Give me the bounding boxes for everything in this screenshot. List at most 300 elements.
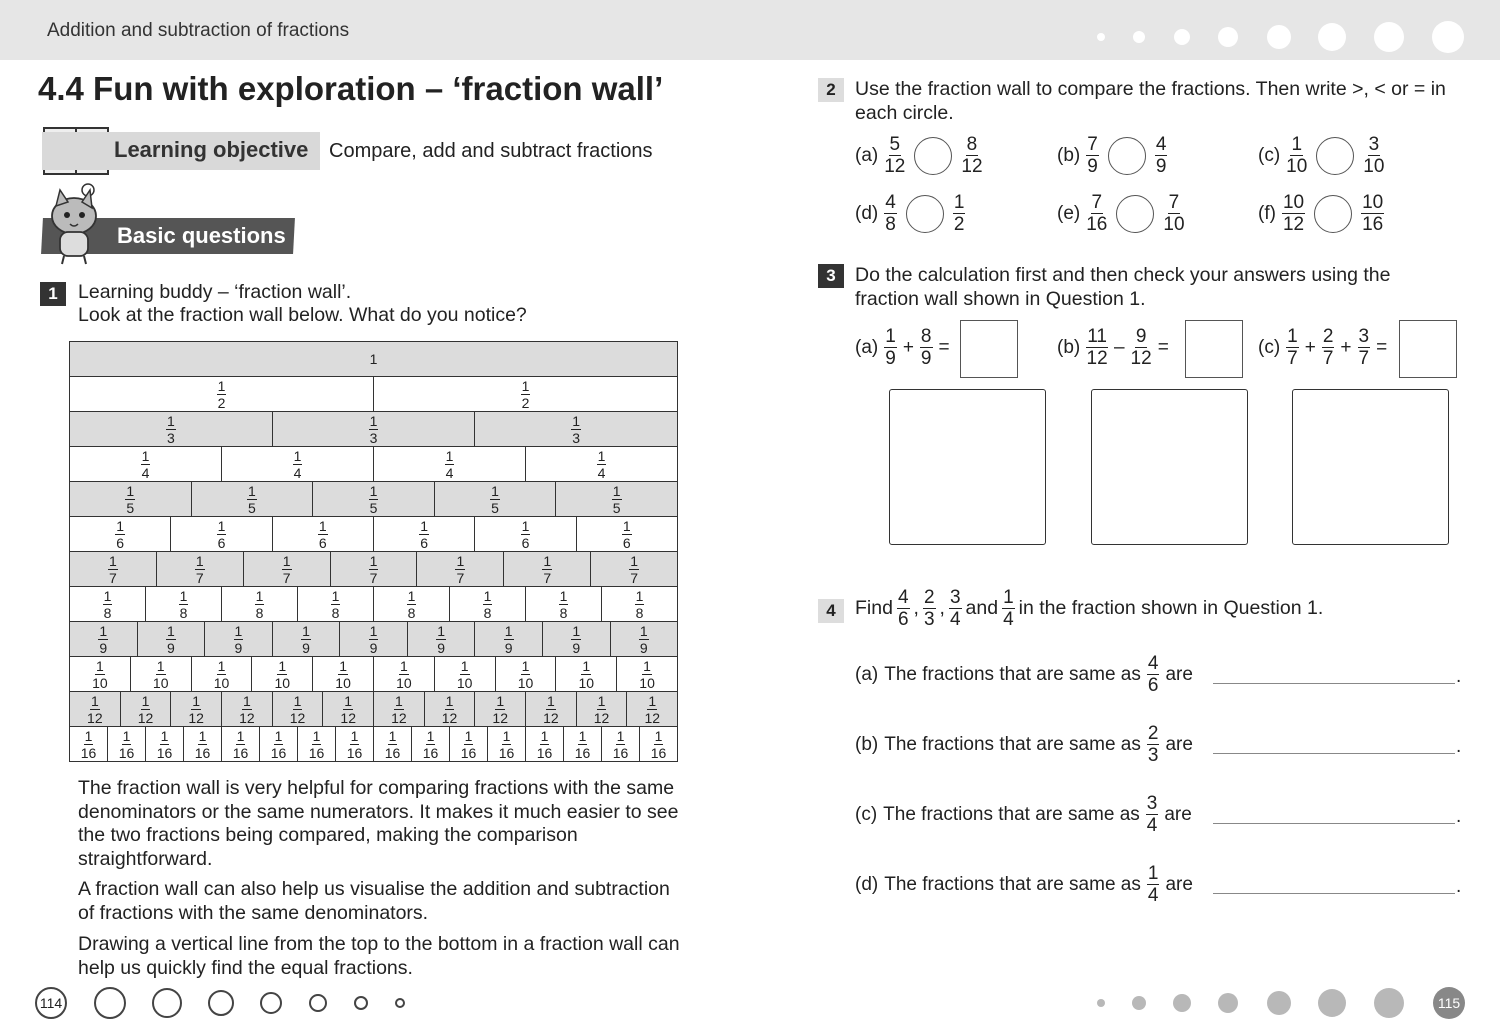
- fraction-wall-fraction: [571, 624, 581, 655]
- header-dot: [1218, 27, 1238, 47]
- fraction-wall-denominator: 12: [239, 709, 255, 726]
- fraction-wall-denominator: 10: [517, 674, 534, 691]
- fraction-wall-denominator: 6: [116, 534, 125, 551]
- fraction-wall-cell: [556, 482, 677, 516]
- fraction-wall-cell: [611, 622, 678, 656]
- fraction-wall-fraction: [369, 624, 379, 655]
- fraction-wall-denominator: 3: [572, 429, 581, 446]
- fraction-wall-numerator: 1: [99, 622, 108, 639]
- fraction-wall-cell: [146, 727, 184, 761]
- question-4-item-fraction: [1146, 794, 1159, 835]
- fraction-wall-denominator: 8: [331, 604, 340, 621]
- comparison-circle[interactable]: [1108, 137, 1146, 175]
- question-2-fraction-b: [1155, 135, 1168, 176]
- fraction-wall-numerator: 1: [502, 727, 511, 744]
- fraction-wall-fraction: [612, 484, 622, 515]
- question-4-period: .: [1456, 736, 1462, 757]
- fraction-wall-fraction: [179, 589, 189, 620]
- fraction-wall-fraction: [629, 554, 639, 585]
- fraction-wall-fraction: [457, 659, 473, 690]
- fraction-wall-cell: [273, 622, 341, 656]
- footer-outline-dot: [152, 988, 182, 1018]
- fraction-wall-denominator: 9: [302, 639, 310, 656]
- question-3a-working-box[interactable]: [889, 389, 1046, 545]
- fraction-wall-numerator: 1: [192, 692, 201, 709]
- fraction-wall-fraction: [108, 554, 118, 585]
- question-4-item-fraction: [1147, 724, 1160, 765]
- question-2-item: [855, 135, 983, 176]
- question-4-item-text: The fractions that are same as: [883, 803, 1140, 825]
- fraction-wall-numerator: 1: [559, 587, 568, 604]
- fraction-wall-denominator: 12: [391, 709, 407, 726]
- question-2-fraction-a-numerator: 7: [1091, 192, 1103, 213]
- fraction-wall-numerator: 1: [344, 692, 353, 709]
- fraction-wall-numerator: 1: [643, 657, 651, 674]
- question-2-fraction-a-denominator: 16: [1086, 214, 1108, 235]
- question-4-item-label: (b): [855, 733, 879, 755]
- question-4-answer-line[interactable]: [1213, 893, 1455, 894]
- fraction-wall-denominator: 8: [483, 604, 492, 621]
- fraction-wall-cell: [171, 692, 222, 726]
- fraction-wall-numerator: 1: [274, 727, 283, 744]
- fraction-wall-fraction: [542, 554, 552, 585]
- fraction-wall-numerator: 1: [648, 692, 657, 709]
- question-3b-label: (b): [1057, 336, 1081, 358]
- fraction-wall-cell: [475, 692, 526, 726]
- fraction-wall-cell: [602, 727, 640, 761]
- fraction-wall-denominator: 12: [492, 709, 508, 726]
- fraction-wall-fraction: [141, 449, 151, 480]
- fraction-wall-row-3: [70, 412, 677, 447]
- fraction-wall-fraction: [597, 449, 607, 480]
- comparison-circle[interactable]: [1316, 137, 1354, 175]
- fraction-wall-numerator: 1: [572, 622, 581, 639]
- fraction-wall-denominator: 9: [166, 639, 175, 656]
- fraction-wall-denominator: 9: [234, 639, 243, 656]
- question-3c-operator-1: +: [1304, 336, 1316, 358]
- fraction-wall-cell: [475, 622, 543, 656]
- question-4-answer-line[interactable]: [1213, 683, 1455, 684]
- fraction-wall-denominator: 4: [445, 464, 454, 481]
- fraction-wall-fraction: [293, 449, 303, 480]
- fraction-wall-numerator: 1: [635, 587, 644, 604]
- fraction-wall-fraction: [119, 729, 135, 760]
- fraction-wall-denominator: 10: [274, 674, 291, 691]
- fraction-wall-cell: [640, 727, 677, 761]
- fraction-wall-cell: [298, 587, 374, 621]
- fraction-wall-numerator: 1: [103, 587, 112, 604]
- fraction-wall-numerator: 1: [491, 482, 499, 499]
- fraction-wall-fraction: [195, 554, 205, 585]
- fraction-wall-cell: [450, 727, 488, 761]
- fraction-wall-numerator: 1: [126, 482, 135, 499]
- question-4-item-fraction: [1147, 864, 1160, 905]
- fraction-wall-numerator: 1: [445, 692, 454, 709]
- fraction-wall-fraction: [571, 414, 581, 445]
- fraction-wall-fraction: [166, 624, 176, 655]
- fraction-wall-denominator: 5: [126, 499, 135, 516]
- question-4-item-text: The fractions that are same as: [884, 873, 1141, 895]
- fraction-wall-cell: [374, 517, 475, 551]
- question-3c-answer-box[interactable]: [1399, 320, 1457, 378]
- fraction-wall-numerator: 1: [331, 587, 340, 604]
- fraction-wall-denominator: 10: [213, 674, 230, 691]
- fraction-wall-fraction: [247, 484, 257, 515]
- fraction-wall-numerator: 1: [622, 517, 631, 534]
- fraction-wall-denominator: 16: [308, 744, 325, 761]
- fraction-wall-fraction: [98, 624, 108, 655]
- fraction-wall-cell: [526, 727, 564, 761]
- fraction-wall-numerator: 1: [437, 622, 445, 639]
- fraction-wall-numerator: 1: [496, 692, 505, 709]
- fraction-wall-numerator: 1: [198, 727, 207, 744]
- question-3b-equals: =: [1157, 336, 1169, 358]
- lesson-title: 4.4 Fun with exploration – ‘fraction wall’: [38, 70, 664, 107]
- question-4-item: [855, 864, 1193, 905]
- fraction-wall-fraction: [639, 659, 655, 690]
- question-3c-equals: =: [1376, 336, 1388, 358]
- fraction-wall-cell: [526, 692, 577, 726]
- fraction-wall-fraction: [369, 414, 379, 445]
- fraction-wall-numerator: 1: [388, 727, 397, 744]
- question-4-pre: Find: [855, 597, 893, 619]
- fraction-wall-cell: [450, 587, 526, 621]
- question-4-item-label: (c): [855, 803, 878, 825]
- footer-outline-dot: [309, 994, 327, 1012]
- chapter-title: Addition and subtraction of fractions: [47, 20, 350, 41]
- fraction-wall-fraction: [461, 729, 477, 760]
- fraction-wall-cell: [374, 377, 677, 411]
- fraction-wall-numerator: 1: [407, 587, 416, 604]
- page-number-right: 115: [1433, 987, 1465, 1019]
- fraction-wall-cell: [526, 587, 602, 621]
- fraction-wall-cell: [70, 587, 146, 621]
- fraction-wall-numerator: 1: [420, 517, 429, 534]
- footer-filled-dot: [1374, 988, 1404, 1018]
- fraction-wall-numerator: 1: [90, 692, 99, 709]
- question-3c-operator-2: +: [1340, 336, 1352, 358]
- fraction-wall-fraction: [613, 729, 629, 760]
- footer-outline-dot: [94, 987, 126, 1019]
- fraction-wall-cell: [205, 622, 273, 656]
- fraction-wall-numerator: 1: [166, 622, 175, 639]
- fraction-wall-fraction: [578, 659, 594, 690]
- fraction-wall-cell: [146, 587, 222, 621]
- comparison-circle[interactable]: [906, 195, 944, 233]
- fraction-wall-row-12: [70, 692, 677, 727]
- fraction-wall-fraction: [423, 729, 439, 760]
- comparison-circle[interactable]: [1314, 195, 1352, 233]
- fraction-wall-numerator: 1: [255, 587, 264, 604]
- fraction-wall-denominator: 5: [247, 499, 256, 516]
- question-2-item: [1057, 193, 1185, 234]
- fraction-wall-numerator: 1: [141, 447, 150, 464]
- fraction-wall-cell: [244, 552, 331, 586]
- fraction-wall-cell: [313, 482, 435, 516]
- question-2-fraction-a-denominator: 12: [1282, 214, 1305, 235]
- question-4-number: 4: [818, 599, 844, 623]
- question-4-comma-1: ,: [913, 597, 919, 619]
- question-4-item-label: (a): [855, 663, 879, 685]
- fraction-wall-cell: [70, 517, 171, 551]
- fraction-wall-denominator: 16: [460, 744, 477, 761]
- question-1-number: 1: [40, 282, 66, 306]
- question-3c-label: (c): [1258, 336, 1281, 358]
- fraction-wall-cell: [313, 657, 374, 691]
- fraction-wall-cell: [374, 727, 412, 761]
- question-3b-answer-box[interactable]: [1185, 320, 1243, 378]
- header-dot: [1133, 31, 1145, 43]
- question-3c-fraction-1: $\frac{1}{7}$: [1287, 326, 1298, 369]
- fraction-wall-fraction: [445, 449, 455, 480]
- question-2-item: [1057, 135, 1167, 176]
- question-4-item-text: The fractions that are same as: [884, 733, 1141, 755]
- fraction-wall-denominator: 10: [152, 674, 169, 691]
- fraction-wall-cell: [70, 552, 157, 586]
- question-4-item-fraction-numerator: 3: [1146, 793, 1158, 814]
- fraction-wall-denominator: 16: [194, 744, 211, 761]
- fraction-wall-denominator: 9: [572, 639, 581, 656]
- question-2-fraction-b-numerator: 7: [1168, 192, 1180, 213]
- question-3c-working-box[interactable]: [1292, 389, 1449, 545]
- fraction-wall-cell: [475, 517, 576, 551]
- fraction-wall-denominator: 10: [335, 674, 351, 691]
- fraction-wall-denominator: 10: [456, 674, 473, 691]
- fraction-wall-numerator: 1: [236, 727, 245, 744]
- question-2-number: 2: [818, 78, 844, 102]
- question-4-comma-2: ,: [939, 597, 945, 619]
- fraction-wall-cell: [374, 692, 425, 726]
- fraction-wall-cell: [577, 517, 677, 551]
- question-4-answer-line[interactable]: [1213, 823, 1455, 824]
- question-2-fraction-b: [1361, 193, 1384, 234]
- fraction-wall-denominator: 8: [179, 604, 188, 621]
- fraction-wall-denominator: 16: [156, 744, 173, 761]
- question-2-item: [855, 193, 965, 234]
- fraction-wall-numerator: 1: [578, 727, 587, 744]
- fraction-wall-fraction: [214, 659, 230, 690]
- fraction-wall-numerator: 1: [312, 727, 321, 744]
- fraction-wall-fraction: [396, 659, 412, 690]
- question-4-fraction-2: $\frac{2}{3}$: [923, 587, 935, 630]
- fraction-wall-fraction: [233, 729, 249, 760]
- question-3a-answer-box[interactable]: [960, 320, 1018, 378]
- fraction-wall-fraction: [594, 694, 610, 725]
- fraction-wall-row-6: [70, 517, 677, 552]
- question-3a: [855, 327, 950, 368]
- question-4-period: .: [1456, 876, 1462, 897]
- fraction-wall-fraction: [87, 694, 103, 725]
- fraction-wall-numerator: 1: [630, 552, 638, 569]
- question-2-fraction-a-denominator: 10: [1286, 156, 1308, 177]
- fraction-wall-fraction: [639, 624, 649, 655]
- question-3b-working-box[interactable]: [1091, 389, 1248, 545]
- fraction-wall-fraction: [504, 624, 514, 655]
- fraction-wall-row-16: [70, 727, 677, 762]
- fraction-wall-denominator: 16: [650, 744, 667, 761]
- fraction-wall-cell: [526, 447, 677, 481]
- footer-filled-dot: [1218, 993, 1238, 1013]
- fraction-wall-denominator: 10: [639, 674, 655, 691]
- fraction-wall-cell: [298, 727, 336, 761]
- fraction-wall-fraction: [282, 554, 292, 585]
- basic-questions-label: Basic questions: [117, 223, 286, 248]
- fraction-wall-denominator: 16: [232, 744, 249, 761]
- question-4-text: [855, 588, 1323, 629]
- question-2-fraction-b-denominator: 9: [1155, 156, 1167, 177]
- fraction-wall-numerator: 1: [616, 727, 625, 744]
- cat-mascot-icon: [42, 182, 112, 266]
- question-2-item: [1258, 193, 1384, 234]
- fraction-wall-cell: [184, 727, 222, 761]
- fraction-wall-cell: [70, 482, 192, 516]
- fraction-wall-fraction: [340, 694, 356, 725]
- fraction-wall-fraction: [195, 729, 211, 760]
- fraction-wall-fraction: [103, 589, 113, 620]
- fraction-wall-fraction: [157, 729, 173, 760]
- fraction-wall-fraction: [271, 729, 287, 760]
- fraction-wall-denominator: 7: [195, 569, 204, 586]
- fraction-wall-row-whole: [70, 342, 677, 377]
- fraction-wall-cell-whole: 1: [369, 351, 378, 367]
- fraction-wall-numerator: 1: [242, 692, 251, 709]
- fraction-wall-denominator: 7: [109, 569, 117, 586]
- paragraph-2: A fraction wall can also help us visualise the addition and subtraction of fractions with the same denominators.: [78, 878, 670, 924]
- fraction-wall-cell: [157, 552, 244, 586]
- fraction-wall-cell: [496, 657, 557, 691]
- footer-filled-dot: [1097, 999, 1105, 1007]
- fraction-wall-denominator: 12: [441, 709, 458, 726]
- fraction-wall-fraction: [335, 659, 351, 690]
- fraction-wall-numerator: 1: [369, 622, 378, 639]
- question-4-item-are: are: [1165, 873, 1193, 895]
- question-4-item-fraction-denominator: 3: [1147, 745, 1159, 766]
- fraction-wall-fraction: [153, 659, 169, 690]
- fraction-wall-fraction: [635, 589, 645, 620]
- question-4-fraction-4: $\frac{1}{4}$: [1003, 587, 1014, 630]
- question-4-item-are: are: [1165, 663, 1193, 685]
- fraction-wall-denominator: 6: [318, 534, 327, 551]
- fraction-wall-numerator: 1: [179, 587, 188, 604]
- fraction-wall-row-9: [70, 622, 677, 657]
- fraction-wall-numerator: 1: [156, 657, 165, 674]
- learning-objective-label: Learning objective: [114, 137, 309, 162]
- question-2-fraction-a: [1086, 193, 1107, 234]
- question-2-fraction-a-numerator: 5: [889, 134, 901, 155]
- fraction-wall-denominator: 8: [255, 604, 264, 621]
- fraction-wall-fraction: [115, 519, 125, 550]
- fraction-wall-fraction: [369, 554, 379, 585]
- fraction-wall-denominator: 8: [407, 604, 416, 621]
- question-4-fraction-3: $\frac{3}{4}$: [949, 587, 961, 630]
- fraction-wall-numerator: 1: [504, 622, 513, 639]
- comparison-circle[interactable]: [1116, 195, 1154, 233]
- question-2-fraction-b-denominator: 16: [1362, 214, 1384, 235]
- fraction-wall-fraction: [499, 729, 515, 760]
- fraction-wall-fraction: [455, 554, 465, 585]
- fraction-wall-numerator: 1: [521, 517, 530, 534]
- question-4-item-fraction: [1147, 654, 1160, 695]
- fraction-wall-cell: [70, 657, 131, 691]
- fraction-wall: [69, 341, 678, 762]
- fraction-wall-denominator: 16: [384, 744, 401, 761]
- fraction-wall-denominator: 9: [369, 639, 378, 656]
- fraction-wall-numerator: 1: [116, 517, 125, 534]
- fraction-wall-denominator: 5: [369, 499, 378, 516]
- question-2-item-label: (c): [1258, 144, 1281, 166]
- question-2-fraction-b: [1363, 135, 1384, 176]
- fraction-wall-cell: [435, 657, 496, 691]
- fraction-wall-denominator: 16: [118, 744, 135, 761]
- fraction-wall-cell: [260, 727, 298, 761]
- fraction-wall-numerator: 1: [582, 657, 591, 674]
- fraction-wall-denominator: 5: [491, 499, 499, 516]
- fraction-wall-cell: [417, 552, 504, 586]
- fraction-wall-numerator: 1: [369, 552, 378, 569]
- question-3-text: Do the calculation first and then check your answers using the fraction wall shown in Question 1.: [855, 264, 1391, 310]
- fraction-wall-denominator: 5: [612, 499, 621, 516]
- question-2-fraction-b: [1163, 193, 1184, 234]
- fraction-wall-fraction: [318, 519, 328, 550]
- question-3c-fraction-3: $\frac{3}{7}$: [1358, 326, 1370, 369]
- fraction-wall-cell: [627, 692, 677, 726]
- fraction-wall-numerator: 1: [166, 412, 175, 429]
- question-1-line1: Learning buddy – ‘fraction wall’.: [78, 281, 352, 303]
- fraction-wall-denominator: 7: [282, 569, 291, 586]
- question-4-item-fraction-denominator: 6: [1147, 675, 1159, 696]
- question-2-fraction-a-numerator: 7: [1087, 134, 1098, 155]
- fraction-wall-denominator: 6: [217, 534, 226, 551]
- fraction-wall-cell: [70, 692, 121, 726]
- fraction-wall-cell: [617, 657, 677, 691]
- footer-filled-dot: [1132, 996, 1146, 1010]
- question-2-fraction-a-numerator: 4: [885, 192, 896, 213]
- fraction-wall-numerator: 1: [654, 727, 663, 744]
- question-4-and: and: [965, 597, 999, 619]
- fraction-wall-numerator: 1: [195, 552, 204, 569]
- question-4-answer-line[interactable]: [1213, 753, 1455, 754]
- fraction-wall-fraction: [331, 589, 341, 620]
- question-4-post: in the fraction shown in Question 1.: [1018, 597, 1324, 619]
- fraction-wall-numerator: 1: [339, 657, 347, 674]
- header-dot: [1174, 29, 1190, 45]
- fraction-wall-cell: [70, 412, 273, 446]
- question-4-item: [855, 654, 1193, 695]
- fraction-wall-fraction: [622, 519, 632, 550]
- fraction-wall-fraction: [518, 659, 534, 690]
- question-3a-operator: +: [902, 336, 914, 358]
- header-dot: [1267, 25, 1291, 49]
- question-4-item-fraction-numerator: 1: [1147, 863, 1159, 884]
- question-2-item-label: (d): [855, 202, 879, 224]
- question-3a-equals: =: [938, 336, 950, 358]
- fraction-wall-cell: [222, 587, 298, 621]
- fraction-wall-cell: [171, 517, 272, 551]
- fraction-wall-numerator: 1: [399, 657, 408, 674]
- fraction-wall-cell: [70, 377, 374, 411]
- question-3b-fraction-2: $\frac{9}{12}$: [1130, 326, 1152, 369]
- fraction-wall-denominator: 2: [521, 394, 530, 411]
- question-1-line2: Look at the fraction wall below. What do you notice?: [78, 304, 527, 326]
- question-3a-label: (a): [855, 336, 879, 358]
- fraction-wall-fraction: [255, 589, 265, 620]
- fraction-wall-cell: [543, 622, 611, 656]
- fraction-wall-numerator: 1: [445, 447, 454, 464]
- comparison-circle[interactable]: [914, 137, 952, 175]
- fraction-wall-fraction: [483, 589, 493, 620]
- fraction-wall-denominator: 8: [559, 604, 568, 621]
- fraction-wall-fraction: [651, 729, 667, 760]
